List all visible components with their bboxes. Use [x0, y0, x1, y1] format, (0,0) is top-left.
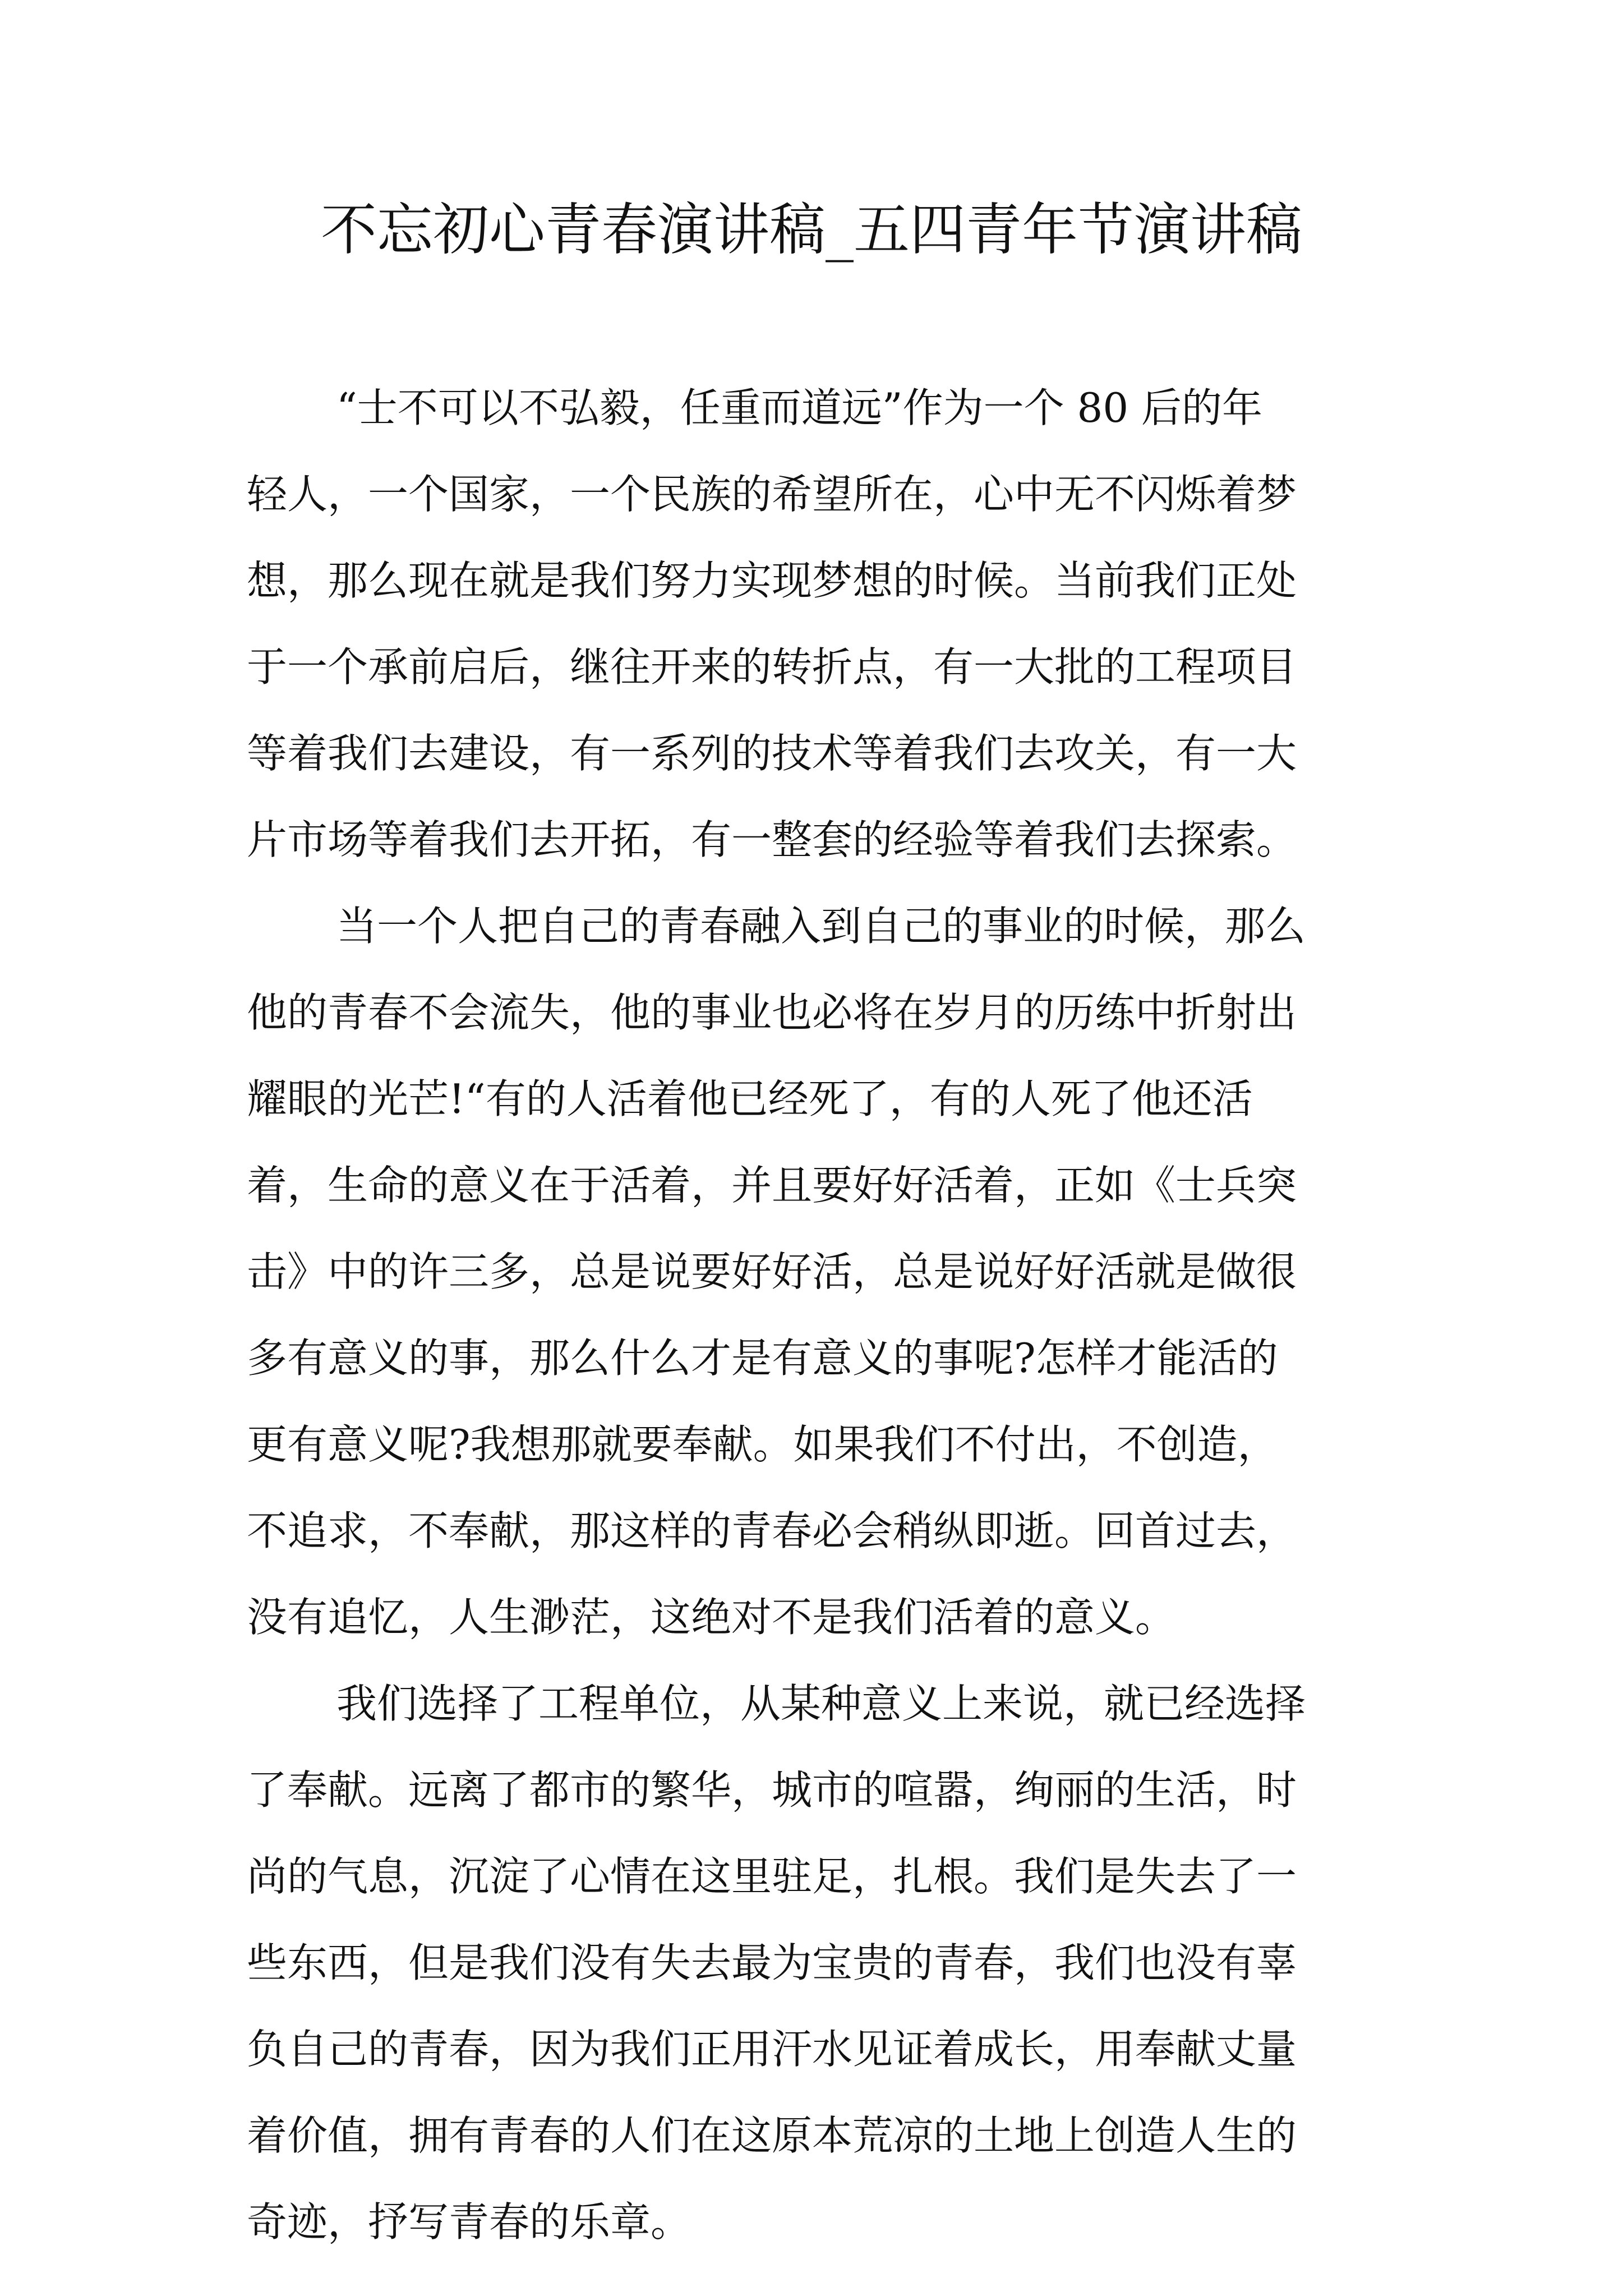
paragraph-line: 当一个人把自己的青春融入到自己的事业的时候，那么	[336, 903, 1306, 950]
paragraph-line: 等着我们去建设，有一系列的技术等着我们去攻关，有一大	[247, 730, 1297, 777]
paragraph-line: 尚的气息，沉淀了心情在这里驻足，扎根。我们是失去了一	[247, 1853, 1297, 1900]
paragraph-line: 更有意义呢?我想那就要奉献。如果我们不付出，不创造，	[247, 1421, 1278, 1468]
paragraph-line: 没有追忆，人生渺茫，这绝对不是我们活着的意义。	[247, 1594, 1176, 1641]
paragraph-line: 多有意义的事，那么什么才是有意义的事呢?怎样才能活的	[247, 1335, 1278, 1382]
paragraph-line: “士不可以不弘毅，任重而道远”作为一个 80 后的年	[336, 384, 1263, 431]
paragraph-line: 片市场等着我们去开拓，有一整套的经验等着我们去探索。	[247, 816, 1297, 863]
paragraph-1	[247, 365, 1385, 883]
paragraph-line: 了奉献。远离了都市的繁华，城市的喧嚣，绚丽的生活，时	[247, 1766, 1297, 1814]
paragraph-line: 轻人，一个国家，一个民族的希望所在，心中无不闪烁着梦	[247, 471, 1297, 518]
paragraph-line: 着价值，拥有青春的人们在这原本荒凉的土地上创造人生的	[247, 2112, 1297, 2159]
paragraph-line: 着，生命的意义在于活着，并且要好好活着，正如《士兵突	[247, 1162, 1297, 1209]
document-title: 不忘初心青春演讲稿_五四青年节演讲稿	[321, 197, 1302, 263]
paragraph-line: 想，那么现在就是我们努力实现梦想的时候。当前我们正处	[247, 557, 1297, 604]
paragraph-line: 耀眼的光芒!“有的人活着他已经死了，有的人死了他还活	[247, 1075, 1253, 1122]
paragraph-line: 于一个承前启后，继往开来的转折点，有一大批的工程项目	[247, 643, 1297, 691]
paragraph-line: 不追求，不奉献，那这样的青春必会稍纵即逝。回首过去，	[247, 1507, 1297, 1554]
paragraph-line: 他的青春不会流失，他的事业也必将在岁月的历练中折射出	[247, 989, 1297, 1036]
paragraph-line: 负自己的青春，因为我们正用汗水见证着成长，用奉献丈量	[247, 2026, 1297, 2073]
paragraph-3	[247, 1660, 1385, 2265]
paragraph-line: 我们选择了工程单位，从某种意义上来说，就已经选择	[336, 1680, 1306, 1727]
paragraph-line: 些东西，但是我们没有失去最为宝贵的青春，我们也没有辜	[247, 1939, 1297, 1986]
paragraph-2	[247, 883, 1385, 1660]
paragraph-line: 击》中的许三多，总是说要好好活，总是说好好活就是做很	[247, 1248, 1297, 1295]
paragraph-line: 奇迹，抒写青春的乐章。	[247, 2198, 691, 2246]
